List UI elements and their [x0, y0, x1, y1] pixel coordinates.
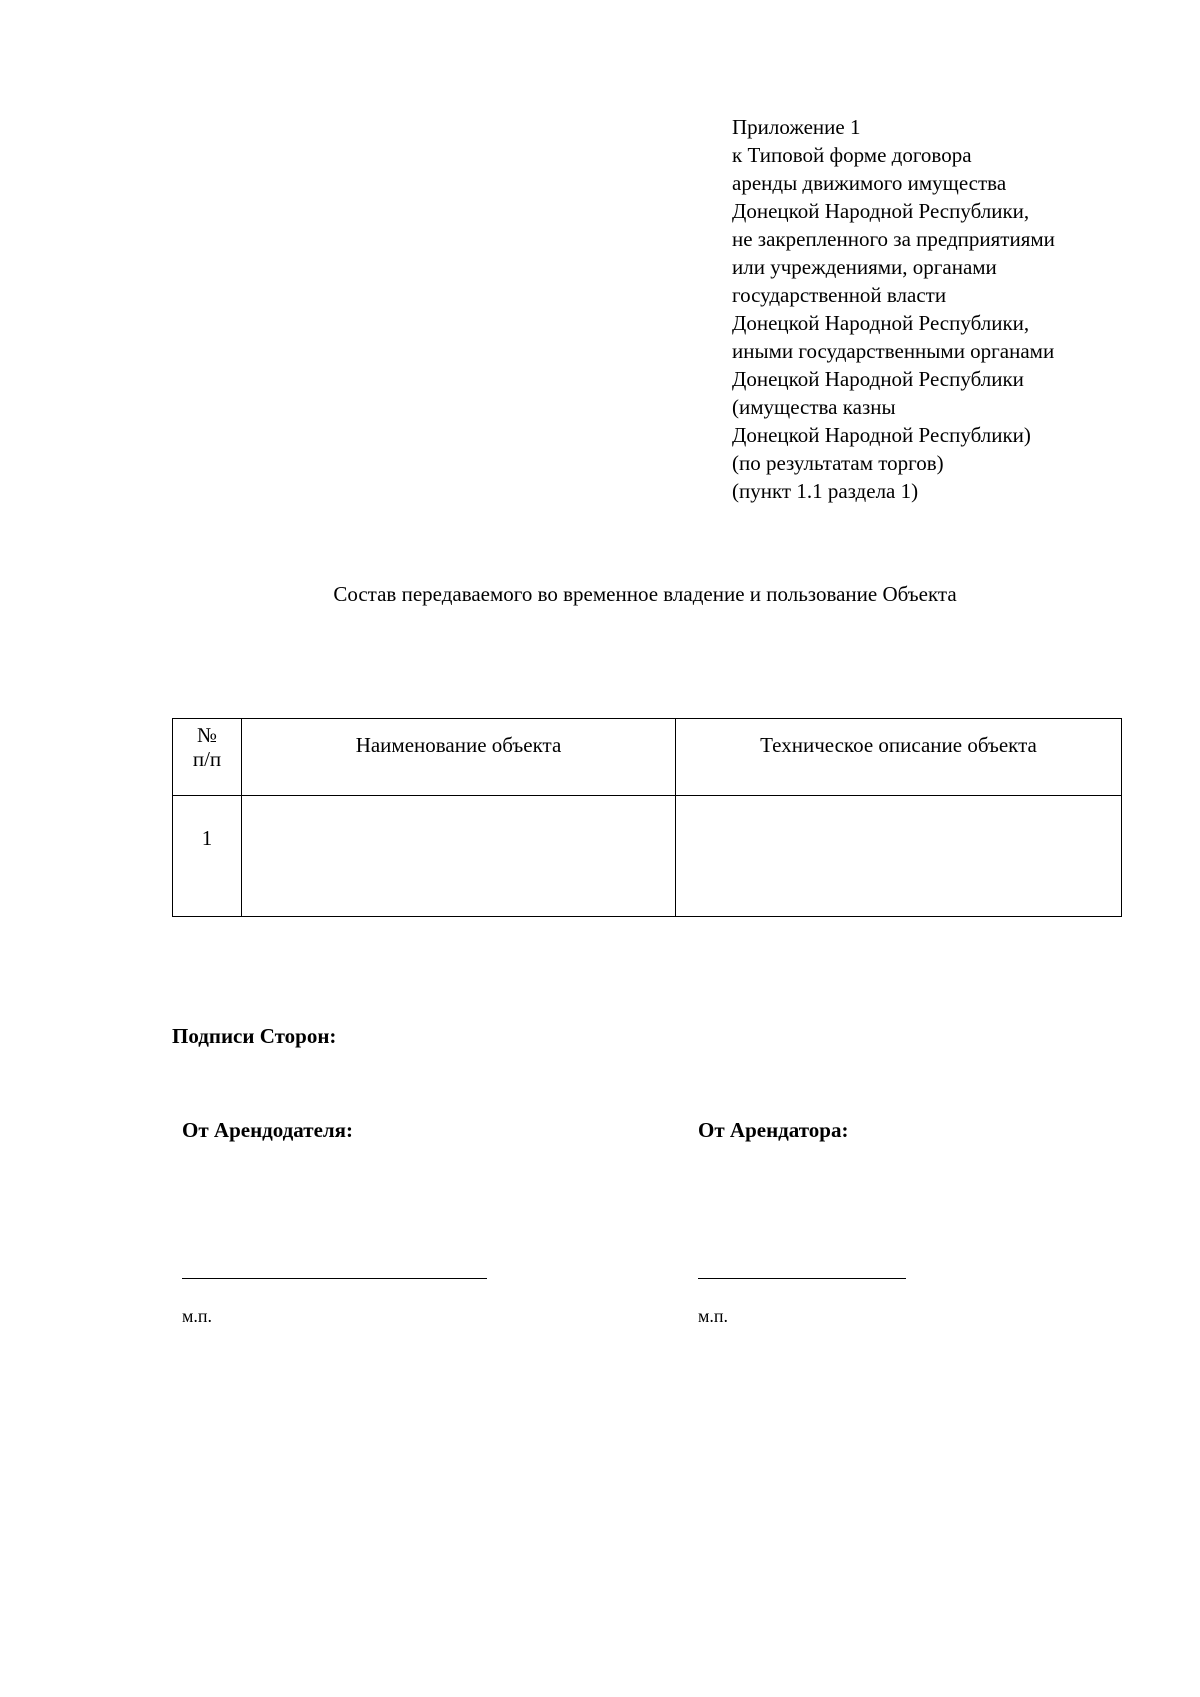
lessor-signature-line: [182, 1278, 487, 1279]
signatures-title: Подписи Сторон:: [172, 1024, 337, 1048]
appendix-line-10: Донецкой Народной Республики: [732, 367, 1024, 391]
appendix-line-3: аренды движимого имущества: [732, 171, 1007, 195]
lessor-label: От Арендодателя:: [182, 1118, 354, 1142]
lessee-stamp-mark: м.п.: [698, 1306, 729, 1326]
table-row: [173, 796, 1122, 917]
header-object-description: Техническое описание объекта: [676, 719, 1122, 796]
lessee-label: От Арендатора:: [698, 1118, 849, 1142]
appendix-header: [732, 113, 1132, 505]
row-object-description-cell: [676, 796, 1122, 917]
lessee-signature-line: [698, 1278, 906, 1279]
document-caption: Состав передаваемого во временное владение и пользование Объекта: [333, 582, 957, 606]
row-object-name-cell: [242, 796, 676, 917]
appendix-line-2: к Типовой форме договора: [732, 143, 972, 167]
appendix-line-1: Приложение 1: [732, 115, 861, 139]
appendix-line-4: Донецкой Народной Республики,: [732, 199, 1030, 223]
objects-table: [172, 718, 1122, 917]
header-number-sign: №: [196, 723, 218, 747]
table-header-row: [173, 719, 1122, 796]
header-number-cell: [173, 719, 242, 796]
appendix-line-6: или учреждениями, органами: [732, 255, 997, 279]
appendix-line-9: иными государственными органами: [732, 339, 1055, 363]
row-number-cell: 1: [173, 796, 242, 917]
appendix-line-8: Донецкой Народной Республики,: [732, 311, 1030, 335]
appendix-line-14: (пункт 1.1 раздела 1): [732, 479, 919, 503]
header-number-abbr: п/п: [192, 747, 222, 771]
appendix-line-7: государственной власти: [732, 283, 947, 307]
header-object-name: Наименование объекта: [242, 719, 676, 796]
appendix-line-13: (по результатам торгов): [732, 451, 944, 475]
appendix-line-11: (имущества казны: [732, 395, 896, 419]
appendix-line-5: не закрепленного за предприятиями: [732, 227, 1055, 251]
appendix-line-12: Донецкой Народной Республики): [732, 423, 1031, 447]
lessor-stamp-mark: м.п.: [182, 1306, 213, 1326]
